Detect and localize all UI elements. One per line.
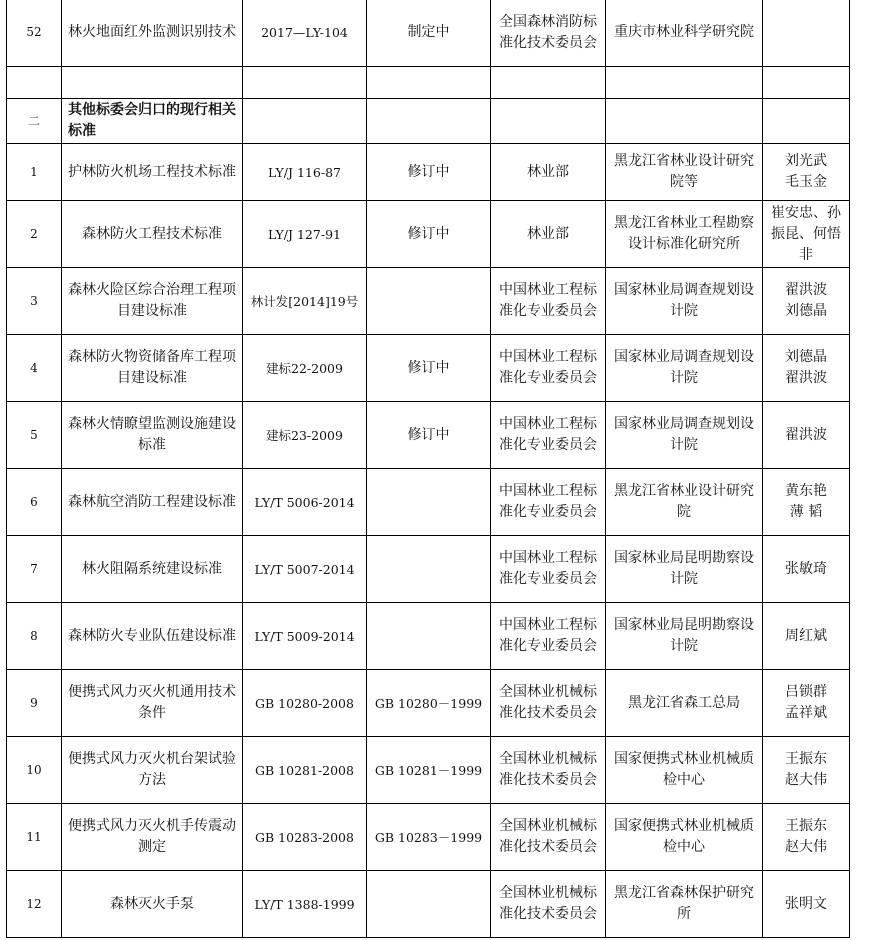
row-number: 52 [7,0,62,67]
table-row [7,402,850,469]
revision-status: 制定中 [367,0,491,67]
responsible-people [763,670,850,737]
standard-code: LY/J 127-91 [243,201,367,268]
section-header-row [7,99,850,144]
committee: 中国林业工程标准化专业委员会 [491,268,606,335]
committee: 全国森林消防标准化技术委员会 [491,0,606,67]
table-row [7,536,850,603]
standard-code: 建标23-2009 [243,402,367,469]
responsible-people [763,144,850,201]
replaced-standard [367,67,491,99]
person-name: 毛玉金 [785,174,827,190]
drafting-unit: 黑龙江省森林保护研究所 [606,871,763,938]
responsible-people [763,804,850,871]
responsible-people [763,201,850,268]
standard-code: GB 10281-2008 [243,737,367,804]
table-row [7,144,850,201]
drafting-unit: 国家林业局调查规划设计院 [606,268,763,335]
drafting-unit: 国家便携式林业机械质检中心 [606,804,763,871]
responsible-people [763,67,850,99]
person-name: 崔安忠、孙振昆、何悟非 [771,204,841,263]
person-name: 赵大伟 [785,772,827,788]
person-name: 翟洪波 [785,426,827,443]
person-name: 刘德晶 [785,303,827,319]
person-name: 王振东 [785,751,827,767]
standard-name: 林火阻隔系统建设标准 [62,536,243,603]
drafting-unit: 国家林业局昆明勘察设计院 [606,536,763,603]
drafting-unit: 黑龙江省林业设计研究院等 [606,144,763,201]
row-number: 二 [7,99,62,144]
standard-code: LY/T 5009-2014 [243,603,367,670]
standard-code [243,99,367,144]
revision-status: 修订中 [367,144,491,201]
row-number: 6 [7,469,62,536]
person-name: 薄 韬 [789,504,823,520]
responsible-people [763,469,850,536]
standard-code: LY/T 1388-1999 [243,871,367,938]
committee [491,99,606,144]
responsible-people [763,0,850,67]
row-number: 12 [7,871,62,938]
standard-code [243,67,367,99]
drafting-unit [606,67,763,99]
person-name: 孟祥斌 [785,705,827,721]
committee: 中国林业工程标准化专业委员会 [491,335,606,402]
replaced-standard: GB 10281－1999 [367,737,491,804]
responsible-people [763,99,850,144]
drafting-unit: 黑龙江省林业设计研究院 [606,469,763,536]
person-name: 张明文 [785,895,827,912]
committee: 中国林业工程标准化专业委员会 [491,603,606,670]
standard-name: 森林灭火手泵 [62,871,243,938]
standard-name: 其他标委会归口的现行相关标准 [62,99,243,144]
person-name: 刘光武 [785,153,827,169]
drafting-unit: 重庆市林业科学研究院 [606,0,763,67]
committee: 全国林业机械标准化技术委员会 [491,804,606,871]
table-row [7,871,850,938]
standard-name: 森林防火工程技术标准 [62,201,243,268]
drafting-unit: 国家林业局调查规划设计院 [606,335,763,402]
standard-name: 林火地面红外监测识别技术 [62,0,243,67]
standard-name: 森林火险区综合治理工程项目建设标准 [62,268,243,335]
responsible-people [763,536,850,603]
drafting-unit: 国家林业局调查规划设计院 [606,402,763,469]
responsible-people [763,268,850,335]
standard-name: 森林防火专业队伍建设标准 [62,603,243,670]
standard-name: 森林航空消防工程建设标准 [62,469,243,536]
standard-code: LY/J 116-87 [243,144,367,201]
committee: 中国林业工程标准化专业委员会 [491,536,606,603]
person-name: 刘德晶 [785,349,827,365]
standard-code: LY/T 5007-2014 [243,536,367,603]
replaced-standard [367,603,491,670]
replaced-standard: GB 10280－1999 [367,670,491,737]
standard-name: 便携式风力灭火机手传震动测定 [62,804,243,871]
committee: 林业部 [491,144,606,201]
row-number: 2 [7,201,62,268]
drafting-unit: 黑龙江省森工总局 [606,670,763,737]
drafting-unit: 国家便携式林业机械质检中心 [606,737,763,804]
row-number: 1 [7,144,62,201]
drafting-unit: 黑龙江省林业工程勘察设计标准化研究所 [606,201,763,268]
table-row [7,335,850,402]
row-number: 3 [7,268,62,335]
table-row [7,670,850,737]
responsible-people [763,871,850,938]
person-name: 周红斌 [785,627,827,644]
drafting-unit [606,99,763,144]
replaced-standard [367,469,491,536]
replaced-standard [367,871,491,938]
responsible-people [763,335,850,402]
replaced-standard [367,268,491,335]
standard-name: 便携式风力灭火机通用技术条件 [62,670,243,737]
standard-name [62,67,243,99]
table-row [7,67,850,99]
table-row [7,268,850,335]
table-row [7,737,850,804]
committee: 全国林业机械标准化技术委员会 [491,670,606,737]
standard-name: 森林防火物资储备库工程项目建设标准 [62,335,243,402]
replaced-standard [367,536,491,603]
committee: 中国林业工程标准化专业委员会 [491,402,606,469]
standard-code: GB 10280-2008 [243,670,367,737]
replaced-standard [367,99,491,144]
standard-name: 便携式风力灭火机台架试验方法 [62,737,243,804]
standard-code: 建标22-2009 [243,335,367,402]
row-number [7,67,62,99]
standards-table [6,0,850,938]
person-name: 翟洪波 [785,370,827,386]
replaced-standard: GB 10283－1999 [367,804,491,871]
person-name: 翟洪波 [785,282,827,298]
committee: 全国林业机械标准化技术委员会 [491,871,606,938]
standard-name: 护林防火机场工程技术标准 [62,144,243,201]
responsible-people [763,402,850,469]
row-number: 10 [7,737,62,804]
standard-name: 森林火情瞭望监测设施建设标准 [62,402,243,469]
table-row [7,603,850,670]
person-name: 王振东 [785,818,827,834]
drafting-unit: 国家林业局昆明勘察设计院 [606,603,763,670]
table-row [7,0,850,67]
revision-status: 修订中 [367,335,491,402]
standard-code: GB 10283-2008 [243,804,367,871]
row-number: 11 [7,804,62,871]
standard-code: LY/T 5006-2014 [243,469,367,536]
committee: 全国林业机械标准化技术委员会 [491,737,606,804]
person-name: 黄东艳 [785,483,827,499]
row-number: 4 [7,335,62,402]
revision-status: 修订中 [367,201,491,268]
table-row [7,804,850,871]
row-number: 5 [7,402,62,469]
standard-code: 林计发[2014]19号 [243,268,367,335]
row-number: 9 [7,670,62,737]
committee [491,67,606,99]
revision-status: 修订中 [367,402,491,469]
row-number: 7 [7,536,62,603]
standard-code: 2017—LY-104 [243,0,367,67]
table-row [7,201,850,268]
person-name: 吕锁群 [785,684,827,700]
committee: 林业部 [491,201,606,268]
responsible-people [763,603,850,670]
row-number: 8 [7,603,62,670]
person-name: 张敏琦 [785,560,827,577]
responsible-people [763,737,850,804]
person-name: 赵大伟 [785,839,827,855]
table-row [7,469,850,536]
committee: 中国林业工程标准化专业委员会 [491,469,606,536]
